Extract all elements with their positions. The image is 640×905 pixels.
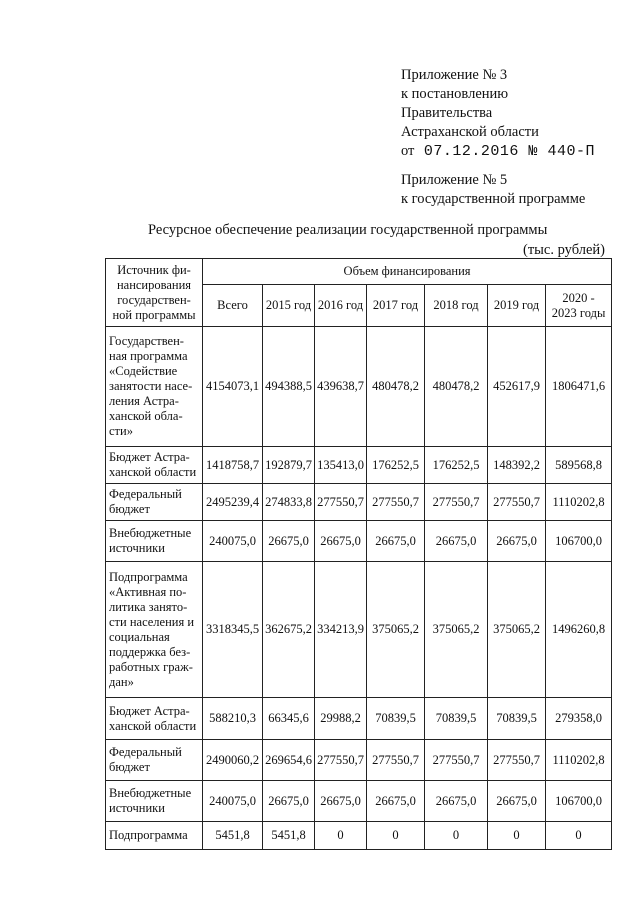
amount-cell: 70839,5 bbox=[367, 698, 425, 740]
amount-cell: 269654,6 bbox=[263, 740, 315, 781]
amount-cell: 135413,0 bbox=[315, 447, 367, 484]
region-line: Астраханской области bbox=[401, 124, 539, 140]
column-header: 2015 год bbox=[263, 285, 315, 327]
amount-cell: 26675,0 bbox=[315, 781, 367, 822]
column-header: Всего bbox=[203, 285, 263, 327]
row-source-label: Бюджет Астра- ханской области bbox=[106, 698, 203, 740]
amount-cell: 2495239,4 bbox=[203, 484, 263, 521]
amount-cell: 1110202,8 bbox=[546, 484, 612, 521]
row-source-label: Государствен- ная программа «Содействие занятости насе- ления Астра- ханской обла- сти» bbox=[106, 327, 203, 447]
amount-cell: 29988,2 bbox=[315, 698, 367, 740]
amount-cell: 5451,8 bbox=[203, 822, 263, 850]
amount-cell: 3318345,5 bbox=[203, 562, 263, 698]
source-header: Источник фи- нансирования государствен- ной программы bbox=[106, 259, 203, 327]
amount-cell: 192879,7 bbox=[263, 447, 315, 484]
amount-cell: 277550,7 bbox=[488, 740, 546, 781]
table-row bbox=[106, 562, 612, 698]
units-label: (тыс. рублей) bbox=[523, 242, 605, 258]
amount-cell: 240075,0 bbox=[203, 521, 263, 562]
amount-cell: 66345,6 bbox=[263, 698, 315, 740]
decree-reference bbox=[401, 66, 595, 161]
amount-cell: 0 bbox=[315, 822, 367, 850]
amount-cell: 106700,0 bbox=[546, 781, 612, 822]
amount-cell: 176252,5 bbox=[367, 447, 425, 484]
amount-cell: 588210,3 bbox=[203, 698, 263, 740]
amount-cell: 26675,0 bbox=[425, 781, 488, 822]
amount-cell: 277550,7 bbox=[425, 740, 488, 781]
row-source-label: Внебюджетные источники bbox=[106, 521, 203, 562]
amount-cell: 375065,2 bbox=[367, 562, 425, 698]
amount-cell: 1496260,8 bbox=[546, 562, 612, 698]
column-header: 2018 год bbox=[425, 285, 488, 327]
column-header: 2019 год bbox=[488, 285, 546, 327]
table-row bbox=[106, 484, 612, 521]
column-header: 2017 год bbox=[367, 285, 425, 327]
amount-cell: 106700,0 bbox=[546, 521, 612, 562]
table-row bbox=[106, 447, 612, 484]
amount-cell: 375065,2 bbox=[488, 562, 546, 698]
amount-cell: 494388,5 bbox=[263, 327, 315, 447]
amount-cell: 1110202,8 bbox=[546, 740, 612, 781]
amount-cell: 240075,0 bbox=[203, 781, 263, 822]
issuer-line: Правительства bbox=[401, 105, 493, 121]
program-annex-reference bbox=[401, 171, 585, 209]
row-source-label: Подпрограмма bbox=[106, 822, 203, 850]
row-source-label: Бюджет Астра- ханской области bbox=[106, 447, 203, 484]
amount-cell: 439638,7 bbox=[315, 327, 367, 447]
order-prefix: от bbox=[401, 143, 415, 159]
amount-cell: 176252,5 bbox=[425, 447, 488, 484]
amount-cell: 334213,9 bbox=[315, 562, 367, 698]
amount-cell: 375065,2 bbox=[425, 562, 488, 698]
amount-cell: 5451,8 bbox=[263, 822, 315, 850]
row-source-label: Федеральный бюджет bbox=[106, 484, 203, 521]
amount-cell: 26675,0 bbox=[488, 521, 546, 562]
amount-cell: 362675,2 bbox=[263, 562, 315, 698]
table-row bbox=[106, 698, 612, 740]
amount-cell: 0 bbox=[425, 822, 488, 850]
amount-cell: 148392,2 bbox=[488, 447, 546, 484]
amount-cell: 480478,2 bbox=[425, 327, 488, 447]
amount-cell: 4154073,1 bbox=[203, 327, 263, 447]
table-row bbox=[106, 740, 612, 781]
amount-cell: 277550,7 bbox=[425, 484, 488, 521]
amount-cell: 277550,7 bbox=[367, 740, 425, 781]
amount-cell: 26675,0 bbox=[315, 521, 367, 562]
amount-cell: 26675,0 bbox=[367, 781, 425, 822]
row-source-label: Внебюджетные источники bbox=[106, 781, 203, 822]
amount-cell: 277550,7 bbox=[315, 484, 367, 521]
amount-cell: 26675,0 bbox=[263, 521, 315, 562]
amount-cell: 70839,5 bbox=[425, 698, 488, 740]
amount-cell: 277550,7 bbox=[367, 484, 425, 521]
amount-cell: 26675,0 bbox=[425, 521, 488, 562]
amount-cell: 1806471,6 bbox=[546, 327, 612, 447]
amount-cell: 1418758,7 bbox=[203, 447, 263, 484]
decree-type: к постановлению bbox=[401, 86, 509, 102]
column-header: 2020 - 2023 годы bbox=[546, 285, 612, 327]
row-source-label: Подпрограмма «Активная по- литика занято- сти населения и социальная поддержка без- работных граж- дан» bbox=[106, 562, 203, 698]
order-number: 07.12.2016 № 440-П bbox=[423, 143, 595, 160]
amount-cell: 0 bbox=[488, 822, 546, 850]
appendix-number: Приложение № 3 bbox=[401, 67, 508, 83]
amount-cell: 277550,7 bbox=[488, 484, 546, 521]
amount-cell: 26675,0 bbox=[367, 521, 425, 562]
amount-cell: 70839,5 bbox=[488, 698, 546, 740]
table-row bbox=[106, 781, 612, 822]
table-row bbox=[106, 521, 612, 562]
amount-cell: 2490060,2 bbox=[203, 740, 263, 781]
amount-cell: 279358,0 bbox=[546, 698, 612, 740]
document-title: Ресурсное обеспечение реализации государственной программы bbox=[148, 222, 548, 238]
amount-cell: 26675,0 bbox=[263, 781, 315, 822]
amount-cell: 0 bbox=[367, 822, 425, 850]
amount-cell: 26675,0 bbox=[488, 781, 546, 822]
order-date-number bbox=[401, 142, 595, 161]
amount-cell: 274833,8 bbox=[263, 484, 315, 521]
amount-cell: 589568,8 bbox=[546, 447, 612, 484]
column-header: 2016 год bbox=[315, 285, 367, 327]
amount-cell: 480478,2 bbox=[367, 327, 425, 447]
volume-header: Объем финансирования bbox=[203, 259, 612, 285]
amount-cell: 452617,9 bbox=[488, 327, 546, 447]
row-source-label: Федеральный бюджет bbox=[106, 740, 203, 781]
amount-cell: 0 bbox=[546, 822, 612, 850]
table-row bbox=[106, 822, 612, 850]
financing-table bbox=[105, 258, 612, 850]
table-row bbox=[106, 327, 612, 447]
annex-number: Приложение № 5 bbox=[401, 172, 508, 188]
amount-cell: 277550,7 bbox=[315, 740, 367, 781]
annex-target: к государственной программе bbox=[401, 191, 586, 207]
